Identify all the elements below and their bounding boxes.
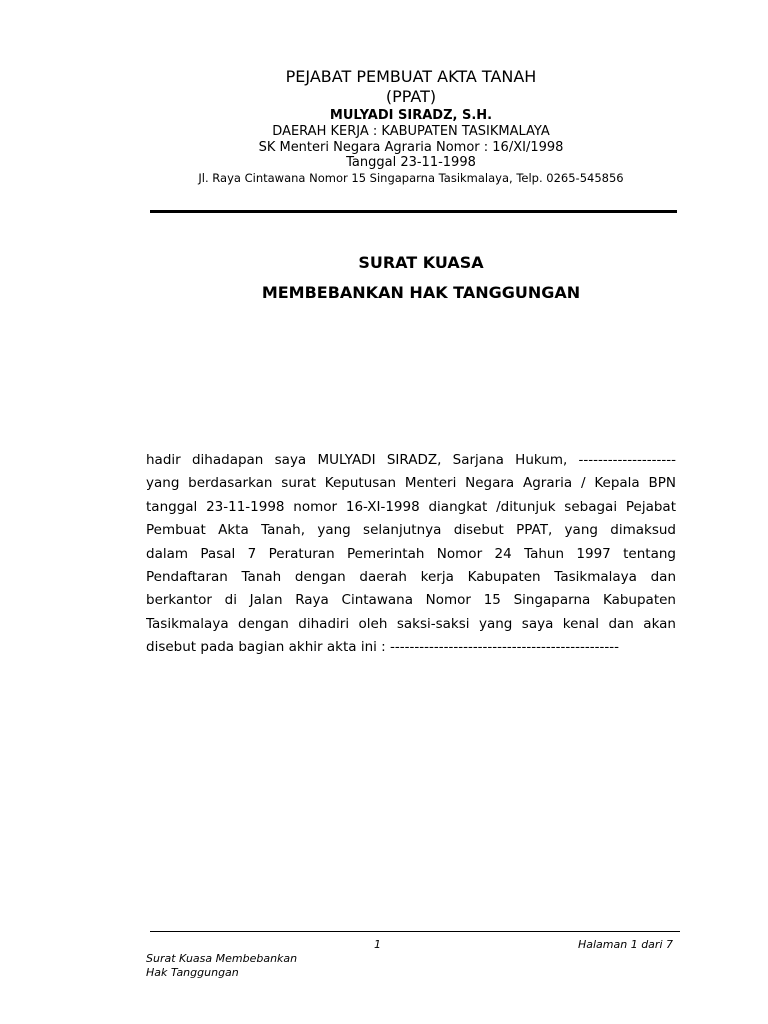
footer-divider: [150, 931, 680, 932]
work-region: DAERAH KERJA : KABUPATEN TASIKMALAYA: [272, 124, 550, 139]
body-line: dalam Pasal 7 Peraturan Pemerintah Nomor 24 Tahun 1997 tentang: [146, 545, 676, 562]
letterhead: [0, 67, 768, 186]
body-line: Tasikmalaya dengan dihadiri oleh saksi-saksi yang saya kenal dan akan: [146, 615, 676, 632]
office-address: Jl. Raya Cintawana Nomor 15 Singaparna Tasikmalaya, Telp. 0265-545856: [198, 170, 624, 185]
decree-number: SK Menteri Negara Agraria Nomor : 16/XI/1998: [258, 139, 564, 155]
body-line: Pembuat Akta Tanah, yang selanjutnya disebut PPAT, yang dimaksud: [146, 522, 676, 539]
body-line: tanggal 23-11-1998 nomor 16-XI-1998 diangkat /ditunjuk sebagai Pejabat: [146, 498, 676, 515]
body-line: yang berdasarkan surat Keputusan Menteri Negara Agraria / Kepala BPN: [146, 475, 676, 492]
footer-docname-line: Hak Tanggungan: [146, 966, 239, 979]
document-subtitle: MEMBEBANKAN HAK TANGGUNGAN: [261, 283, 581, 302]
body-line: berkantor di Jalan Raya Cintawana Nomor 15 Singaparna Kabupaten: [146, 592, 676, 609]
official-name: MULYADI SIRADZ, S.H.: [329, 108, 493, 123]
footer-docname-line: Surat Kuasa Membebankan: [146, 952, 298, 965]
body-line: hadir dihadapan saya MULYADI SIRADZ, Sarjana Hukum, --------------------: [146, 452, 676, 468]
body-line: Pendaftaran Tanah dengan daerah kerja Kabupaten Tasikmalaya dan: [146, 569, 676, 586]
document-title: SURAT KUASA: [358, 253, 484, 272]
body-line: disebut pada bagian akhir akta ini : -----------------------------------------------: [146, 639, 619, 656]
footer-document-name: [146, 952, 297, 980]
decree-date: Tanggal 23-11-1998: [346, 155, 476, 170]
office-title: PEJABAT PEMBUAT AKTA TANAH: [285, 67, 537, 86]
page-number: 1: [374, 938, 381, 951]
header-divider: [150, 210, 677, 213]
office-subtitle: (PPAT): [385, 87, 437, 106]
body-paragraph: [146, 449, 676, 660]
page-count: Halaman 1 dari 7: [577, 938, 673, 951]
